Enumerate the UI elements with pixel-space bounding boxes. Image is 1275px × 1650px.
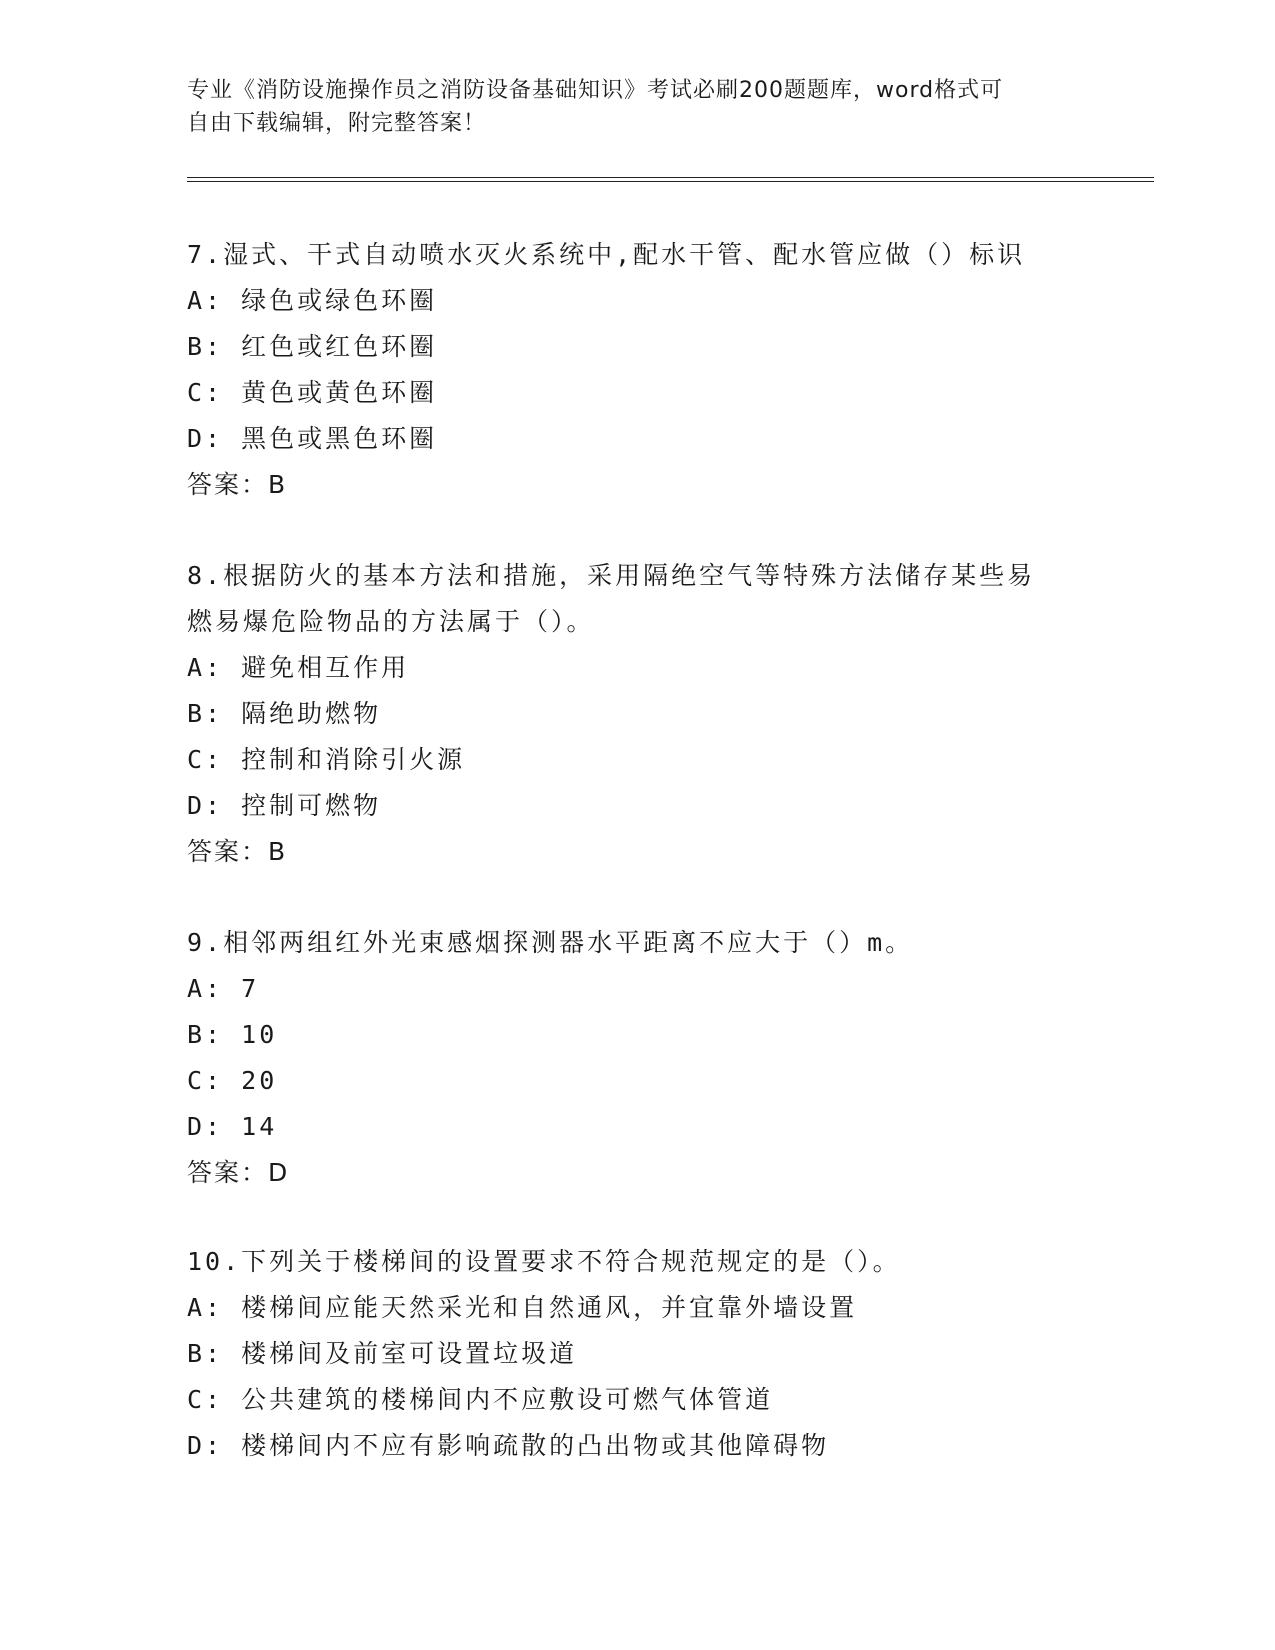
option-c: C: 20 [187,1066,278,1095]
option-a: A: 绿色或绿色环圈 [187,286,438,315]
option-b: B: 红色或红色环圈 [187,332,438,361]
option-a: A: 楼梯间应能天然采光和自然通风，并宜靠外墙设置 [187,1293,858,1322]
option-d: D: 黑色或黑色环圈 [187,424,438,453]
header-divider-bottom [187,181,1154,182]
question-stem: 10.下列关于楼梯间的设置要求不符合规范规定的是（）。 [187,1247,901,1276]
header-line-2: 自由下载编辑，附完整答案！ [187,111,487,136]
option-b: B: 楼梯间及前室可设置垃圾道 [187,1339,578,1368]
answer: 答案：B [187,837,288,866]
option-d: D: 14 [187,1112,278,1141]
option-d: D: 控制可燃物 [187,791,382,820]
document-header [187,74,1087,140]
option-a: A: 7 [187,974,260,1003]
question-stem-line-2: 燃易爆危险物品的方法属于（）。 [187,607,595,636]
question-8 [187,553,1117,875]
option-c: C: 黄色或黄色环圈 [187,378,438,407]
option-b: B: 隔绝助燃物 [187,699,382,728]
option-b: B: 10 [187,1020,278,1049]
option-d: D: 楼梯间内不应有影响疏散的凸出物或其他障碍物 [187,1431,830,1460]
question-10 [187,1239,1117,1469]
header-divider-top [187,177,1154,178]
option-c: C: 公共建筑的楼梯间内不应敷设可燃气体管道 [187,1385,774,1414]
question-9 [187,920,1117,1196]
question-stem-line-1: 8.根据防火的基本方法和措施，采用隔绝空气等特殊方法储存某些易 [187,561,1036,590]
question-stem: 9.相邻两组红外光束感烟探测器水平距离不应大于（）m。 [187,928,914,957]
answer: 答案：D [187,1158,290,1187]
question-7 [187,232,1117,508]
question-stem: 7.湿式、干式自动喷水灭火系统中,配水干管、配水管应做（）标识 [187,240,1026,269]
option-c: C: 控制和消除引火源 [187,745,466,774]
answer: 答案：B [187,470,288,499]
header-line-1: 专业《消防设施操作员之消防设备基础知识》考试必刷200题题库，word格式可 [187,78,1004,103]
option-a: A: 避免相互作用 [187,653,410,682]
